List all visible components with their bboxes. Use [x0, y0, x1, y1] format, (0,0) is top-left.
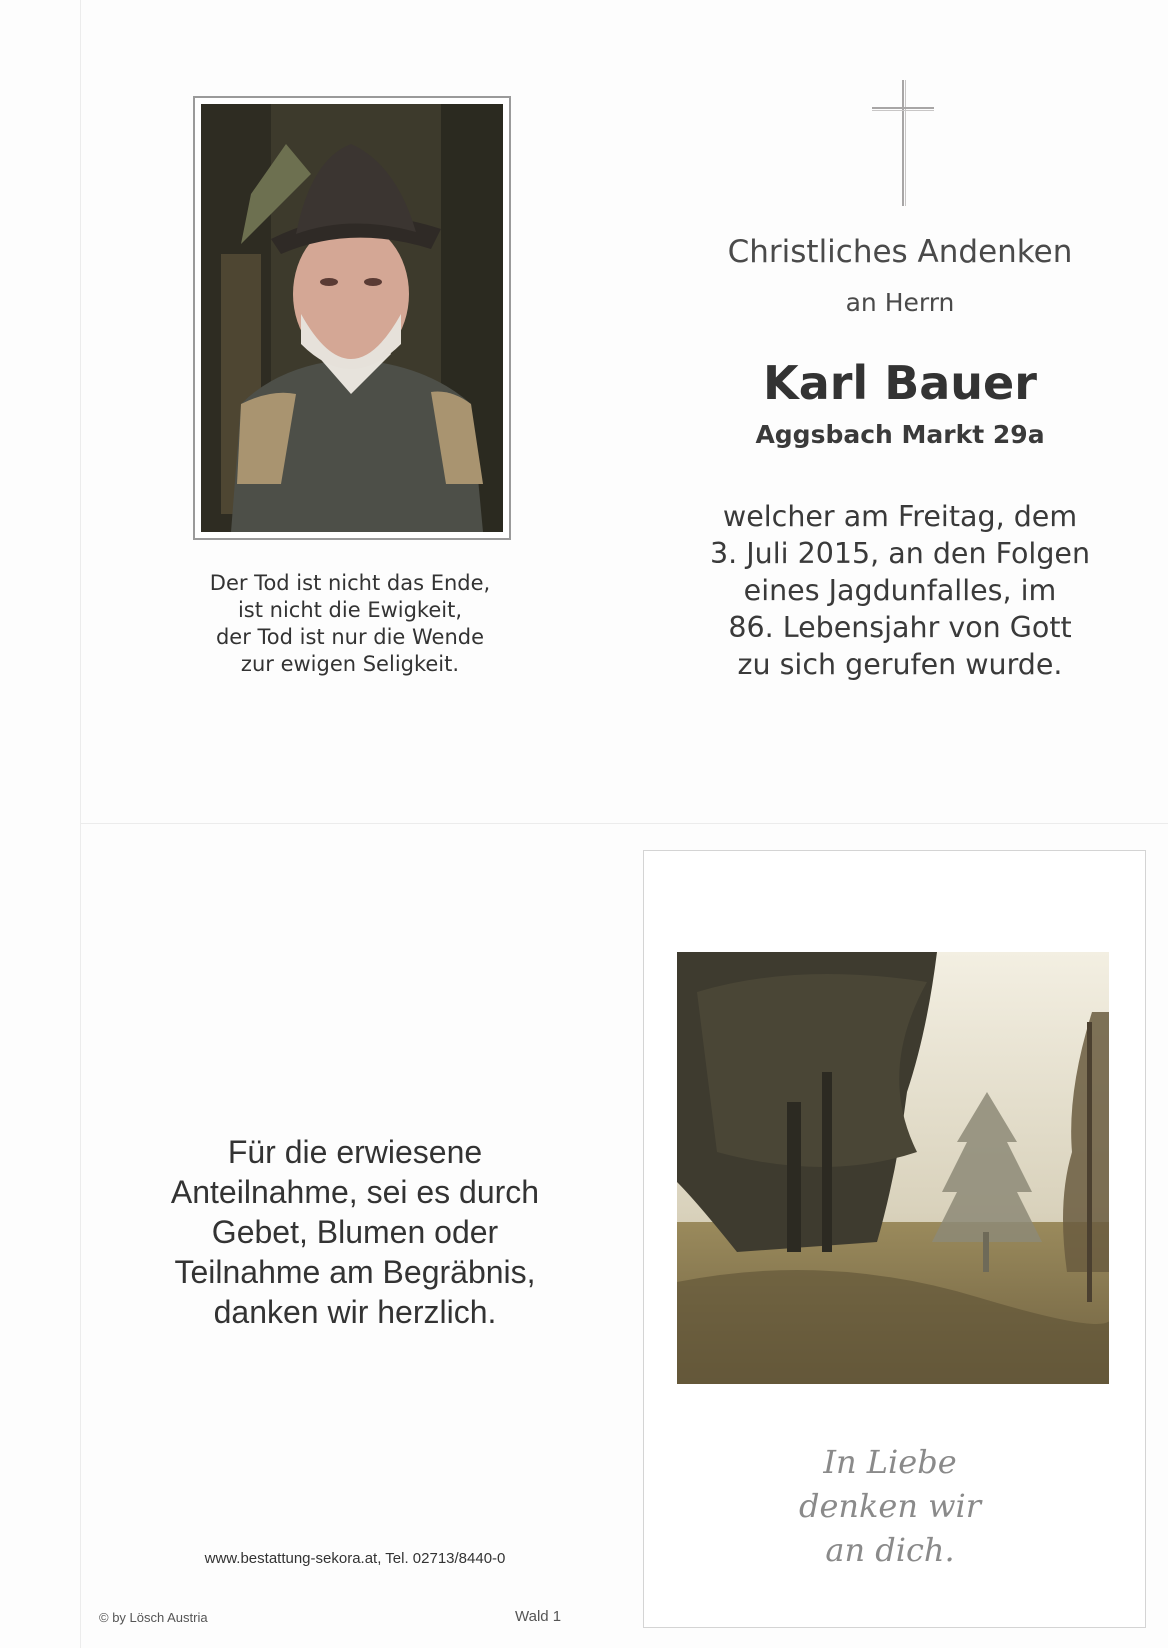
thanks-line: Gebet, Blumen oder: [211, 1214, 499, 1250]
death-notice-line: welcher am Freitag, dem: [722, 500, 1078, 533]
portrait-illustration: [201, 104, 503, 532]
death-notice: [690, 498, 1110, 683]
poem-line: der Tod ist nur die Wende: [215, 625, 485, 649]
poem-line: Der Tod ist nicht das Ende,: [209, 571, 491, 595]
portrait-frame: [193, 96, 511, 540]
thanks-line: danken wir herzlich.: [213, 1294, 497, 1330]
copyright: © by Lösch Austria: [99, 1610, 208, 1625]
death-notice-line: zu sich gerufen wurde.: [737, 648, 1063, 681]
forest-photo: [677, 952, 1109, 1384]
deceased-name: Karl Bauer: [763, 356, 1037, 410]
model-label: Wald 1: [515, 1608, 562, 1625]
sheet-edge: [80, 0, 81, 1648]
script-line: denken wir: [798, 1487, 982, 1525]
script-line: In Liebe: [823, 1443, 957, 1481]
thanks-line: Für die erwiesene: [227, 1134, 483, 1170]
poem: [190, 570, 510, 678]
poem-line: ist nicht die Ewigkeit,: [237, 598, 463, 622]
fold-line: [80, 823, 1168, 824]
thanks-line: Teilnahme am Begräbnis,: [174, 1254, 536, 1290]
thanks-text: [150, 1132, 560, 1332]
death-notice-line: 3. Juli 2015, an den Folgen: [709, 537, 1091, 570]
heading: Christliches Andenken: [727, 234, 1073, 270]
script-line: an dich.: [825, 1531, 955, 1569]
deceased-address: Aggsbach Markt 29a: [755, 420, 1045, 449]
death-notice-line: 86. Lebensjahr von Gott: [728, 611, 1072, 644]
memorial-script: [740, 1440, 1040, 1572]
death-notice-line: eines Jagdunfalles, im: [743, 574, 1057, 607]
thanks-line: Anteilnahme, sei es durch: [170, 1174, 540, 1210]
portrait-photo: [201, 104, 503, 532]
cross-icon: [872, 80, 934, 206]
poem-line: zur ewigen Seligkeit.: [240, 652, 460, 676]
contact-info: www.bestattung-sekora.at, Tel. 02713/8440-0: [204, 1550, 506, 1567]
forest-illustration: [677, 952, 1109, 1384]
subheading: an Herrn: [845, 288, 955, 317]
